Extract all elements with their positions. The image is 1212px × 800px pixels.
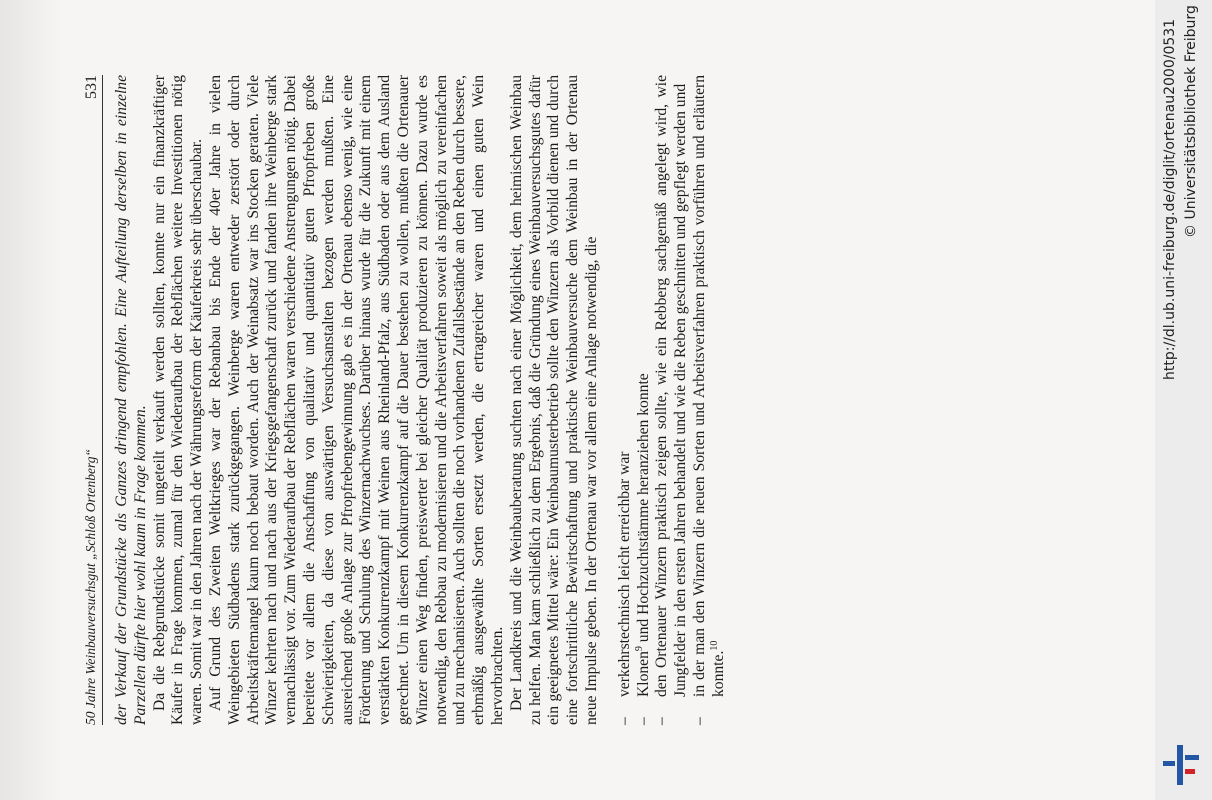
footnote-ref: 9 (633, 646, 645, 652)
gutter-shadow (0, 0, 60, 800)
paragraph-3: Der Landkreis und die Weinbauberatung suchten nach einer Möglichkeit, dem heimischen Weinbau zu helfen. Man kam schließlich zu dem Ergebnis, daß die Gründung eines Weinbauversuchsgutes dafür ein geeignetes Mittel wäre: Ein Weinbaumusterbetrieb sollte den Winzern als Vorbild dienen und durch eine fortschrittliche Bewirtschaftung und praktische Weinbauversuche dem Weinbau in der Ortenau neue Impulse geben. In der Ortenau war vor allem eine Anlage notwendig, die (507, 75, 600, 725)
rotated-text-block (80, 75, 1060, 725)
intro-paragraph: der Verkauf der Grundstücke als Ganzes dringend empfohlen. Eine Aufteilung derselben in einzelne Parzellen dürfte hier wohl kaum in Frage kommen. (113, 75, 149, 725)
list-item: – Klonen$^9$ und Hochzuchtstämme heranziehen konnte (635, 75, 654, 697)
library-logo-icon (1163, 745, 1203, 785)
copyright-notice: © Universitätsbibliothek Freiburg (1183, 5, 1199, 238)
requirements-list (616, 75, 729, 725)
list-item: – den Ortenauer Winzern praktisch zeigen sollte, wie ein Rebberg sachgemäß angelegt wird, wie Jungfelder in den ersten Jahren behandelt und wie die Reben geschnitten und gepflegt werden und (653, 75, 691, 697)
footnote-ref: 10 (708, 640, 720, 651)
page-number: 531 (83, 75, 100, 99)
running-head (80, 75, 103, 725)
running-title: 50 Jahre Weinbauversuchsgut „Schloß Ortenberg“ (83, 449, 98, 725)
source-url-link[interactable]: http://dl.ub.uni-freiburg.de/diglit/ortenau2000/0531 (1162, 18, 1178, 380)
list-item: – verkehrstechnisch leicht erreichbar war (616, 75, 635, 697)
list-item: – in der man den Winzern die neuen Sorten und Arbeitsverfahren praktisch vorführen und erläutern konnte.$^{10}$ (691, 75, 729, 697)
paragraph-2: Auf Grund des Zweiten Weltkrieges war der Rebanbau bis Ende der 40er Jahre in vielen Weingebieten Südbadens stark zurückgegangen. Weinberge waren entweder zerstört oder durch Arbeitskräftemangel kaum noch bebaut worden. Auch der Weinabsatz war ins Stocken geraten. Viele Winzer kehrten nach und nach aus der Kriegsgefangenschaft zurück und fanden ihre Weinberge stark vernachlässigt vor. Zum Wiederaufbau der Rebflächen waren verschiedene Anstrengungen nötig. Dabei bereitete vor allem die Anschaffung von qualitativ und quantitativ guten Pfropfreben große Schwierigkeiten, da diese von auswärtigen Versuchsanstalten bezogen werden mußten. Eine ausreichend große Anlage zur Pfropfrebengewinnung gab es in der Ortenau ebenso wenig, wie eine Förderung und Schulung des Winzernachwuchses. Darüber hinaus wurde für die Zukunft mit einem verstärkten Konkurrenzkampf mit Weinen aus Rheinland-Pfalz, aus Südbaden oder aus dem Ausland gerechnet. Um in diesem Konkurrenzkampf auf die Dauer bestehen zu wollen, mußten die Ortenauer Winzer einen Weg finden, preiswerter bei gleicher Qualität produzieren zu können. Dazu wurde es notwendig, den Rebbau zu modernisieren und die Arbeitsverfahren soweit als möglich zu vereinfachen und zu mechanisieren. Auch sollten die noch vorhandenen Zufallsbestände an den Reben durch bessere, erbmäßig ausgewählte Sorten ersetzt werden, die ertragreicher waren und einen guten Wein hervorbrachten. (206, 75, 506, 725)
paragraph-1: Da die Rebgrundstücke somit ungeteilt verkauft werden sollten, konnte nur ein finanzkräftiger Käufer in Frage kommen, zumal für den Wiederaufbau der Rebflächen weitere Investitionen nötig waren. Somit war in den Jahren nach der Währungsreform der Käuferkreis sehr überschaubar. (150, 75, 206, 725)
body-text (113, 75, 729, 725)
